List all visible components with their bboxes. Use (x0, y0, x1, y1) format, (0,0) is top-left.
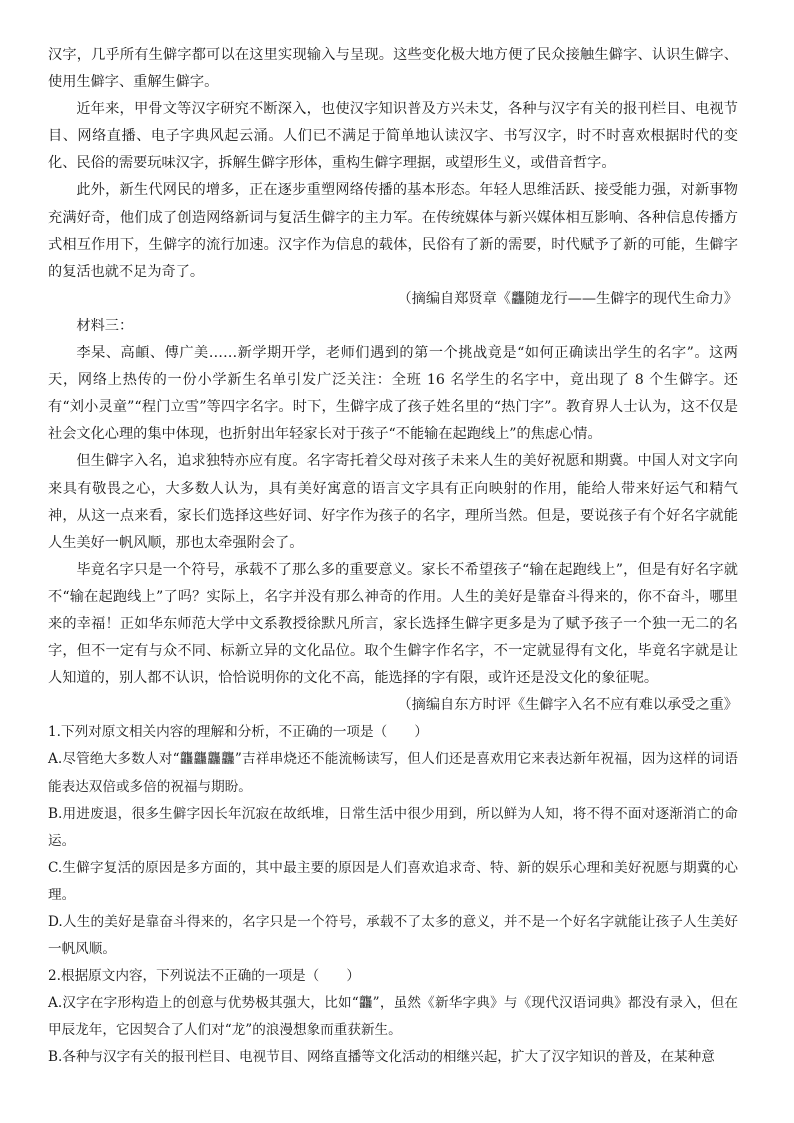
material3-paragraph-1: 李杲、高頔、傅广美……新学期开学，老师们遇到的第一个挑战竟是“如何正确读出学生的名字”。这两天，网络上热传的一份小学新生名单引发广泛关注：全班 16 名学生的名字中，竟出现了 8 个生僻字。还有“刘小灵童”“程门立雪”等四字名字。时下，生僻字成了孩子姓名里的“热门字”。教育界人士认为，这不仅是社会文化心理的集中体现，也折射出年轻家长对于孩子“不能输在起跑线上”的焦虑心情。 (48, 345, 738, 443)
material3-heading: 材料三： (76, 317, 134, 334)
question-1-option-c: C.生僻字复活的原因是多方面的，其中最主要的原因是人们喜欢追求奇、特、新的娱乐心理和美好祝愿与期冀的心理。 (48, 859, 738, 903)
question-2-stem: 2.根据原文内容，下列说法不正确的一项是（ ） (48, 968, 361, 985)
question-1-option-d: D.人生的美好是靠奋斗得来的，名字只是一个符号，承载不了太多的意义，并不是一个好名字就能让孩子人生美好一帆风顺。 (48, 914, 738, 958)
question-2-option-b: B.各种与汉字有关的报刊栏目、电视节目、网络直播等文化活动的相继兴起，扩大了汉字知识的普及，在某种意 (48, 1049, 715, 1066)
question-1-stem: 1.下列对原文相关内容的理解和分析，不正确的一项是（ ） (48, 724, 428, 741)
question-1-option-a: A.尽管绝大多数人对“龘龘龘龘”吉祥串烧还不能流畅读写，但人们还是喜欢用它来表达新年祝福，因为这样的词语能表达双倍或多倍的祝福与期盼。 (48, 751, 738, 795)
question-1-option-b: B.用进废退，很多生僻字因长年沉寂在故纸堆，日常生活中很少用到，所以鲜为人知，将不得不面对逐渐消亡的命运。 (48, 805, 738, 849)
material3-paragraph-2: 但生僻字入名，追求独特亦应有度。名字寄托着父母对孩子未来人生的美好祝愿和期冀。中国人对文字向来具有敬畏之心，大多数人认为，具有美好寓意的语言文字具有正向映射的作用，能给人带来好运气和精气神，从这一点来看，家长们选择这些好词、好字作为孩子的名字，理所当然。但是，要说孩子有个好名字就能人生美好一帆风顺，那也太牵强附会了。 (48, 453, 738, 551)
document-page (48, 42, 738, 1072)
material3-source: （摘编自东方时评《生僻字入名不应有难以承受之重》 (397, 697, 738, 714)
material2-paragraph-2: 近年来，甲骨文等汉字研究不断深入，也使汉字知识普及方兴未艾，各种与汉字有关的报刊栏目、电视节目、网络直播、电子字典风起云涌。人们已不满足于简单地认读汉字、书写汉字，时不时喜欢根据时代的变化、民俗的需要玩味汉字，拆解生僻字形体，重构生僻字理据，或望形生义，或借音哲字。 (48, 101, 738, 172)
material2-paragraph-continued: 汉字，几乎所有生僻字都可以在这里实现输入与呈现。这些变化极大地方便了民众接触生僻字、认识生僻字、使用生僻字、重解生僻字。 (48, 47, 738, 91)
material3-paragraph-3: 毕竟名字只是一个符号，承载不了那么多的重要意义。家长不希望孩子“输在起跑线上”，但是有好名字就不“输在起跑线上”了吗？实际上，名字并没有那么神奇的作用。人生的美好是靠奋斗得来的，你不奋斗，哪里来的幸福！正如华东师范大学中文系教授徐默凡所言，家长选择生僻字更多是为了赋予孩子一个独一无二的名字，但不一定有与众不同、标新立异的文化品位。取个生僻字作名字，不一定就显得有文化，毕竟名字就是让人知道的，别人都不认识，恰恰说明你的文化不高，能选择的字有限，或许还是没文化的象征呢。 (48, 561, 738, 687)
material2-paragraph-3: 此外，新生代网民的增多，正在逐步重塑网络传播的基本形态。年轻人思维活跃、接受能力强，对新事物充满好奇，他们成了创造网络新词与复活生僻字的主力军。在传统媒体与新兴媒体相互影响、各种信息传播方式相互作用下，生僻字的流行加速。汉字作为信息的载体，民俗有了新的需要，时代赋予了新的可能，生僻字的复活也就不足为奇了。 (48, 182, 738, 280)
material2-source: （摘编自郑贤章《龘随龙行——生僻字的现代生命力》 (397, 290, 738, 307)
question-2-option-a: A.汉字在字形构造上的创意与优势极其强大，比如“龘”，虽然《新华字典》与《现代汉语词典》都没有录入，但在甲辰龙年，它因契合了人们对“龙”的浪漫想象而重获新生。 (48, 995, 738, 1039)
